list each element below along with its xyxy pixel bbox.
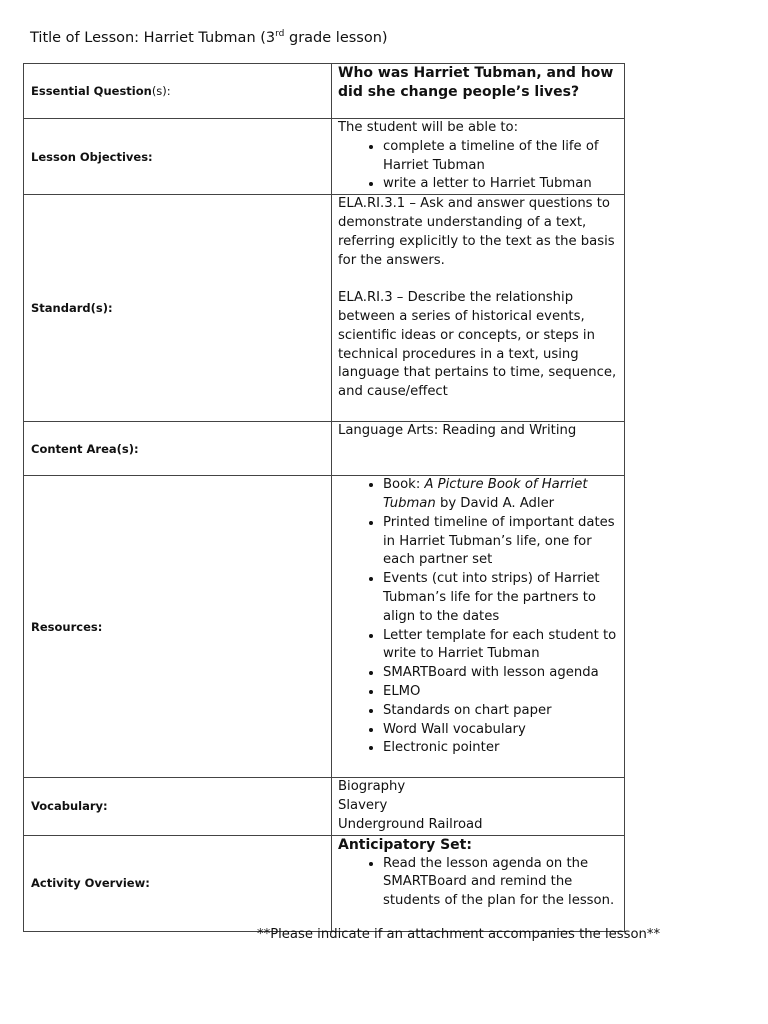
standards-value: [332, 195, 625, 422]
resources-value: [332, 476, 625, 778]
vocabulary-value: [332, 778, 625, 835]
activity-heading: Anticipatory Set:: [338, 836, 472, 853]
list-item: • Events (cut into strips) of Harriet Tubman’s life for the partners to align to the dates: [383, 570, 618, 626]
list-item: • write a letter to Harriet Tubman: [383, 175, 618, 194]
row-lesson-objectives: [24, 119, 625, 195]
content-area-value: Language Arts: Reading and Writing: [332, 422, 625, 476]
standards-label: Standard(s):: [24, 195, 332, 422]
lesson-plan-table: [23, 63, 625, 932]
vocabulary-word: Biography: [338, 779, 406, 795]
list-item: • Printed timeline of important dates in Harriet Tubman’s life, one for each partner set: [383, 514, 618, 570]
lesson-objectives-value: [332, 119, 625, 195]
row-standards: [24, 195, 625, 422]
activity-overview-label: Activity Overview:: [24, 835, 332, 931]
list-item: • ELMO: [383, 683, 618, 702]
essential-question-label: Essential Question(s):: [24, 64, 332, 119]
vocabulary-word: Underground Railroad: [338, 816, 483, 832]
row-activity-overview: [24, 835, 625, 931]
vocabulary-label: Vocabulary:: [24, 778, 332, 835]
activity-overview-value: [332, 835, 625, 931]
list-item: • complete a timeline of the life of Harriet Tubman: [383, 138, 618, 176]
resources-label: Resources:: [24, 476, 332, 778]
row-vocabulary: [24, 778, 625, 835]
list-item: • Electronic pointer: [383, 739, 618, 758]
row-content-area: [24, 422, 625, 476]
list-item: • Read the lesson agenda on the SMARTBoard and remind the students of the plan for the lesson.: [383, 855, 618, 911]
attachment-note: **Please indicate if an attachment accompanies the lesson**: [257, 927, 661, 942]
list-item: • Book: A Picture Book of Harriet Tubman by David A. Adler: [383, 476, 618, 514]
content-area-label: Content Area(s):: [24, 422, 332, 476]
row-essential-question: [24, 64, 625, 119]
list-item: • Standards on chart paper: [383, 702, 618, 721]
resources-list: [338, 476, 618, 758]
standard-paragraph: ELA.RI.3 – Describe the relationship between a series of historical events, scientific ideas or concepts, or steps in technical procedures in a text, using language that pertains to time, sequence, and cause/effect: [338, 290, 617, 400]
list-item: • Word Wall vocabulary: [383, 721, 618, 740]
lesson-title: Title of Lesson: Harriet Tubman (3rd grade lesson): [30, 29, 388, 46]
standard-paragraph: ELA.RI.3.1 – Ask and answer questions to demonstrate understanding of a text, referring explicitly to the text as the basis for the answers.: [338, 196, 615, 268]
objectives-list: [338, 138, 618, 194]
row-resources: [24, 476, 625, 778]
essential-question-value: Who was Harriet Tubman, and how did she change people’s lives?: [332, 64, 625, 119]
objectives-intro: The student will be able to:: [338, 120, 519, 135]
lesson-objectives-label: Lesson Objectives:: [24, 119, 332, 195]
vocabulary-word: Slavery: [338, 797, 388, 813]
list-item: • SMARTBoard with lesson agenda: [383, 664, 618, 683]
activity-list: [338, 855, 618, 911]
list-item: • Letter template for each student to write to Harriet Tubman: [383, 627, 618, 665]
